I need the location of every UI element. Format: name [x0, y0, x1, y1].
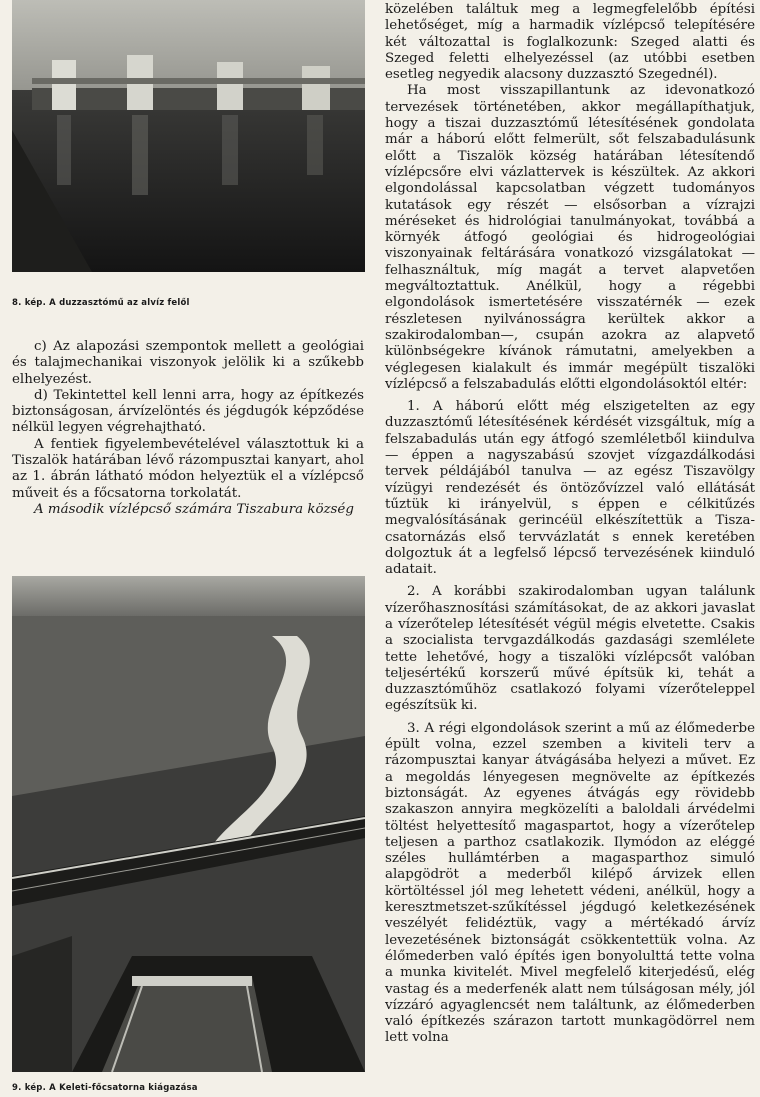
paragraph: 2. A korábbi szakirodalomban ugyan találunk vízerőhasznosítási számításokat, de az akkori javaslat a vízerőtelep létesítését végül mégis elvetette. Csakis a szocialista tervgazdálkodás gazdasági szemlélete tette lehetővé, hogy a tiszalöki vízlépcsőt valóban teljesértékű korszerű művé építsük ki, tehát a duzzasztóműhöz csatlakozó folyami vízerőteleppel egészítsük ki. — [385, 584, 755, 714]
photo-dam-downstream — [12, 0, 365, 272]
paragraph: közelében találtuk meg a legmegfelelőbb építési lehetőséget, míg a harmadik vízlépcső telepítésére két változattal is foglalkozunk: Szeged alatti és Szeged feletti elhelyezéssel (az utóbbi esetben esetleg negyedik alacsony duzzasztó Szegednél). — [385, 2, 755, 83]
paragraph: A második vízlépcső számára Tiszabura község — [34, 501, 354, 517]
paragraph: d) Tekintettel kell lenni arra, hogy az építkezés biztonságosan, árvízelöntés és jégdugók képződése nélkül legyen végrehajtható. — [12, 387, 364, 436]
caption-fig8: 8. kép. A duzzasztómű az alvíz felől — [12, 298, 190, 308]
paragraph: Ha most visszapillantunk az idevonatkozó tervezések történetében, akkor megállapíthatjuk, hogy a tiszai duzzasztómű létesítésének gondolata már a háború előtt felmerült, sőt felszabadulásunk előtt a Tiszalök község határában létesítendő vízlépcsőre elvi vázlattervek is készültek. Az akkori elgondolással kapcsolatban végzett tudományos kutatások egy részét — elsősorban a vízrajzi méréseket és hidrológiai tanulmányokat, továbbá a környék átfogó geológiai és hidrogeológiai viszonyainak feltárására vonatkozó vizsgálatokat — felhasználtuk, míg magát a tervet alapvetően megváltoztattuk. Anélkül, hogy a régebbi elgondolások ismertetésére visszatérnék — ezek részletesen nyilvánosságra kerültek akkor a szakirodalomban—, csupán azokra az alapvető különbségekre kívánok rámutatni, amelyekben a véglegesen kialakult és immár megépült tiszalöki vízlépcső a felszabadulás előtti elgondolásoktól eltér: — [385, 83, 755, 392]
dam-photo-image — [12, 0, 365, 272]
caption-fig9: 9. kép. A Keleti-főcsatorna kiágazása — [12, 1083, 198, 1093]
left-text-block — [12, 339, 364, 518]
photo-eastern-canal — [12, 576, 365, 1072]
right-text-block — [385, 2, 755, 1047]
paragraph: A fentiek figyelembevételével választottuk ki a Tiszalök határában lévő rázompusztai kanyart, ahol az 1. ábrán látható módon helyeztük el a vízlépcső műveit és a főcsatorna torkolatát. — [12, 436, 364, 501]
paragraph: c) Az alapozási szempontok mellett a geológiai és talajmechanikai viszonyok jelölik ki a szűkebb elhelyezést. — [12, 339, 364, 387]
paragraph: 3. A régi elgondolások szerint a mű az élőmederbe épült volna, ezzel szemben a kiviteli terv a rázompusztai kanyar átvágásába helyezi a művet. Ez a megoldás lényegesen megnövelte az építkezés biztonságát. Az egyenes átvágás egy rövidebb szakaszon annyira megközelíti a baloldali árvédelmi töltést helyettesítő magaspartot, hogy a vízerőtelep teljesen a parthoz csatlakozik. Ilymódon az eléggé széles hullámtérben a magasparthoz simuló alapgödröt a mederből kilépő árvizek ellen körtöltéssel jól meg lehetett védeni, anélkül, hogy a keresztmetszet-szűkítéssel jégdugó keletkezésének veszélyét felidéztük, vagy a mértékadó árvíz levezetésének biztonságát csökkentettük volna. Az élőmederben való építés igen bonyolulttá tette volna a munka kivitelét. Mivel megfelelő kiterjedésű, elég vastag és a mederfenék alatt nem túlságosan mély, jól vízzáró agyaglencsét nem találtunk, az élőmederben való építkezés szárazon tartott munkagödörrel nem lett volna — [385, 720, 755, 1046]
paragraph: 1. A háború előtt még elszigetelten az egy duzzasztómű létesítésének kérdését vizsgáltuk, míg a felszabadulás után egy átfogó szemléletből kiindulva — éppen a nagyszabású szovjet vízgazdálkodási tervek példájából tanulva — az egész Tiszavölgy vízügyi rendezését és öntözővízzel való ellátását tűztük ki irányelvül, s éppen e célkitűzés megvalósításának gerincéül elkészítettük a Tisza-csatornázás első tervvázlatát s ennek keretében dolgoztuk át a legfelső lépcső tervezésének kiinduló adatait. — [385, 399, 755, 578]
canal-photo-image — [12, 576, 365, 1072]
